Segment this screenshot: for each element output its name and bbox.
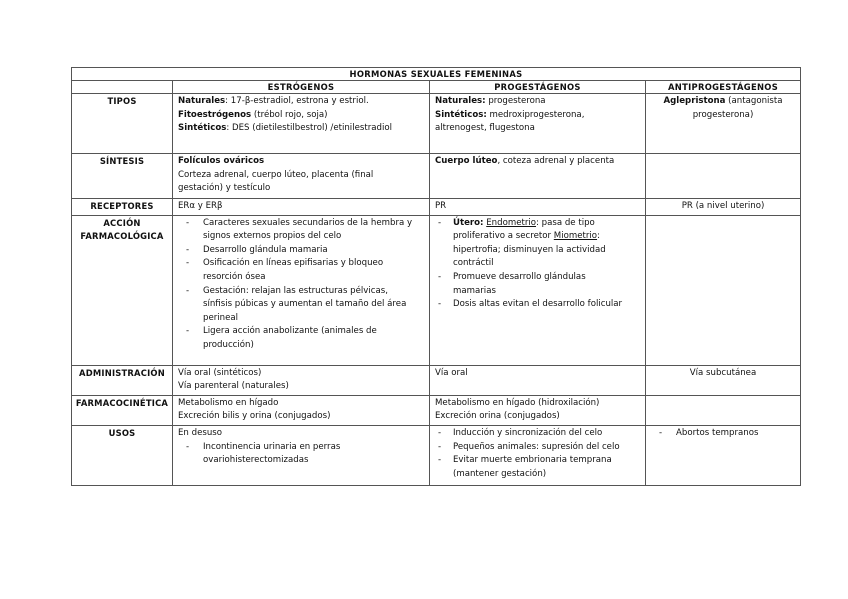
cell-administracion-estrogenos: Vía oral (sintéticos) Vía parenteral (naturales) bbox=[173, 365, 430, 395]
usos-antiprogestagenos-list bbox=[651, 427, 795, 441]
column-header-estrogenos: ESTRÓGENOS bbox=[173, 81, 430, 94]
list-item: - Ligera acción anabolizante (animales de producción) bbox=[178, 325, 424, 352]
table-title: HORMONAS SEXUALES FEMENINAS bbox=[72, 68, 801, 81]
column-header-antiprogestagenos: ANTIPROGESTÁGENOS bbox=[646, 81, 801, 94]
cell-sintesis-progestagenos: Cuerpo lúteo, coteza adrenal y placenta bbox=[430, 154, 646, 199]
row-label-accion: ACCIÓN FARMACOLÓGICA bbox=[72, 215, 173, 365]
cell-tipos-progestagenos: Naturales: progesterona Sintéticos: medroxiprogesterona, altrenogest, flugestona bbox=[430, 94, 646, 154]
row-farmacocinetica bbox=[72, 395, 801, 425]
cell-farmacocinetica-progestagenos: Metabolismo en hígado (hidroxilación) Excreción orina (conjugados) bbox=[430, 395, 646, 425]
cell-farmacocinetica-estrogenos: Metabolismo en hígado Excreción bilis y orina (conjugados) bbox=[173, 395, 430, 425]
row-label-receptores: RECEPTORES bbox=[72, 199, 173, 216]
cell-usos-antiprogestagenos bbox=[646, 425, 801, 485]
row-label-tipos: TIPOS bbox=[72, 94, 173, 154]
tipos-estrogenos-line: Naturales: 17-β-estradiol, estrona y estriol. bbox=[178, 96, 369, 106]
list-item: - Gestación: relajan las estructuras pélvicas, sínfisis púbicas y aumentan el tamaño del área perineal bbox=[178, 285, 424, 326]
header-row bbox=[72, 81, 801, 94]
cell-accion-antiprogestagenos bbox=[646, 215, 801, 365]
list-item: - Incontinencia urinaria en perras ovariohisterectomizadas bbox=[178, 441, 424, 468]
cell-accion-progestagenos bbox=[430, 215, 646, 365]
row-label-farmacocinetica: FARMACOCINÉTICA bbox=[72, 395, 173, 425]
cell-farmacocinetica-antiprogestagenos bbox=[646, 395, 801, 425]
cell-usos-estrogenos: En desuso - Incontinencia urinaria en perras ovariohisterectomizadas bbox=[173, 425, 430, 485]
list-item: - Evitar muerte embrionaria temprana (mantener gestación) bbox=[435, 454, 640, 481]
list-item: - Dosis altas evitan el desarrollo folicular bbox=[435, 298, 640, 312]
cell-sintesis-estrogenos: Folículos ováricos Corteza adrenal, cuerpo lúteo, placenta (final gestación) y testículo bbox=[173, 154, 430, 199]
row-usos bbox=[72, 425, 801, 485]
usos-estrogenos-list bbox=[178, 441, 424, 468]
list-item: - Útero: Endometrio: pasa de tipo proliferativo a secretor Miometrio: hipertrofia; disminuyen la actividad contráctil bbox=[435, 217, 640, 271]
empty-header-cell bbox=[72, 81, 173, 94]
row-label-administracion: ADMINISTRACIÓN bbox=[72, 365, 173, 395]
cell-receptores-antiprogestagenos: PR (a nivel uterino) bbox=[646, 199, 801, 216]
accion-progestagenos-list bbox=[435, 217, 640, 312]
list-item: - Desarrollo glándula mamaria bbox=[178, 244, 424, 258]
hormonas-table bbox=[71, 67, 801, 486]
accion-estrogenos-list bbox=[178, 217, 424, 353]
row-receptores bbox=[72, 199, 801, 216]
cell-accion-estrogenos bbox=[173, 215, 430, 365]
title-row bbox=[72, 68, 801, 81]
cell-administracion-progestagenos: Vía oral bbox=[430, 365, 646, 395]
column-header-progestagenos: PROGESTÁGENOS bbox=[430, 81, 646, 94]
cell-tipos-antiprogestagenos: Aglepristona (antagonista progesterona) bbox=[646, 94, 801, 154]
cell-administracion-antiprogestagenos: Vía subcutánea bbox=[646, 365, 801, 395]
list-item: - Caracteres sexuales secundarios de la hembra y signos externos propios del celo bbox=[178, 217, 424, 244]
row-label-usos: USOS bbox=[72, 425, 173, 485]
list-item: - Pequeños animales: supresión del celo bbox=[435, 441, 640, 455]
cell-receptores-estrogenos: ERα y ERβ bbox=[173, 199, 430, 216]
row-tipos bbox=[72, 94, 801, 154]
usos-progestagenos-list bbox=[435, 427, 640, 481]
row-accion bbox=[72, 215, 801, 365]
tipos-estrogenos-line: Sintéticos: DES (dietilestilbestrol) /etinilestradiol bbox=[178, 123, 393, 134]
row-administracion bbox=[72, 365, 801, 395]
cell-receptores-progestagenos: PR bbox=[430, 199, 646, 216]
list-item: - Abortos tempranos bbox=[651, 427, 795, 441]
cell-sintesis-antiprogestagenos bbox=[646, 154, 801, 199]
row-sintesis bbox=[72, 154, 801, 199]
list-item: - Osificación en líneas epifisarias y bloqueo resorción ósea bbox=[178, 257, 424, 284]
tipos-estrogenos-line: Fitoestrógenos (trébol rojo, soja) bbox=[178, 109, 328, 120]
cell-usos-progestagenos bbox=[430, 425, 646, 485]
list-item: - Promueve desarrollo glándulas mamarias bbox=[435, 271, 640, 298]
list-item: - Inducción y sincronización del celo bbox=[435, 427, 640, 441]
cell-tipos-estrogenos bbox=[173, 94, 430, 154]
row-label-sintesis: SÍNTESIS bbox=[72, 154, 173, 199]
